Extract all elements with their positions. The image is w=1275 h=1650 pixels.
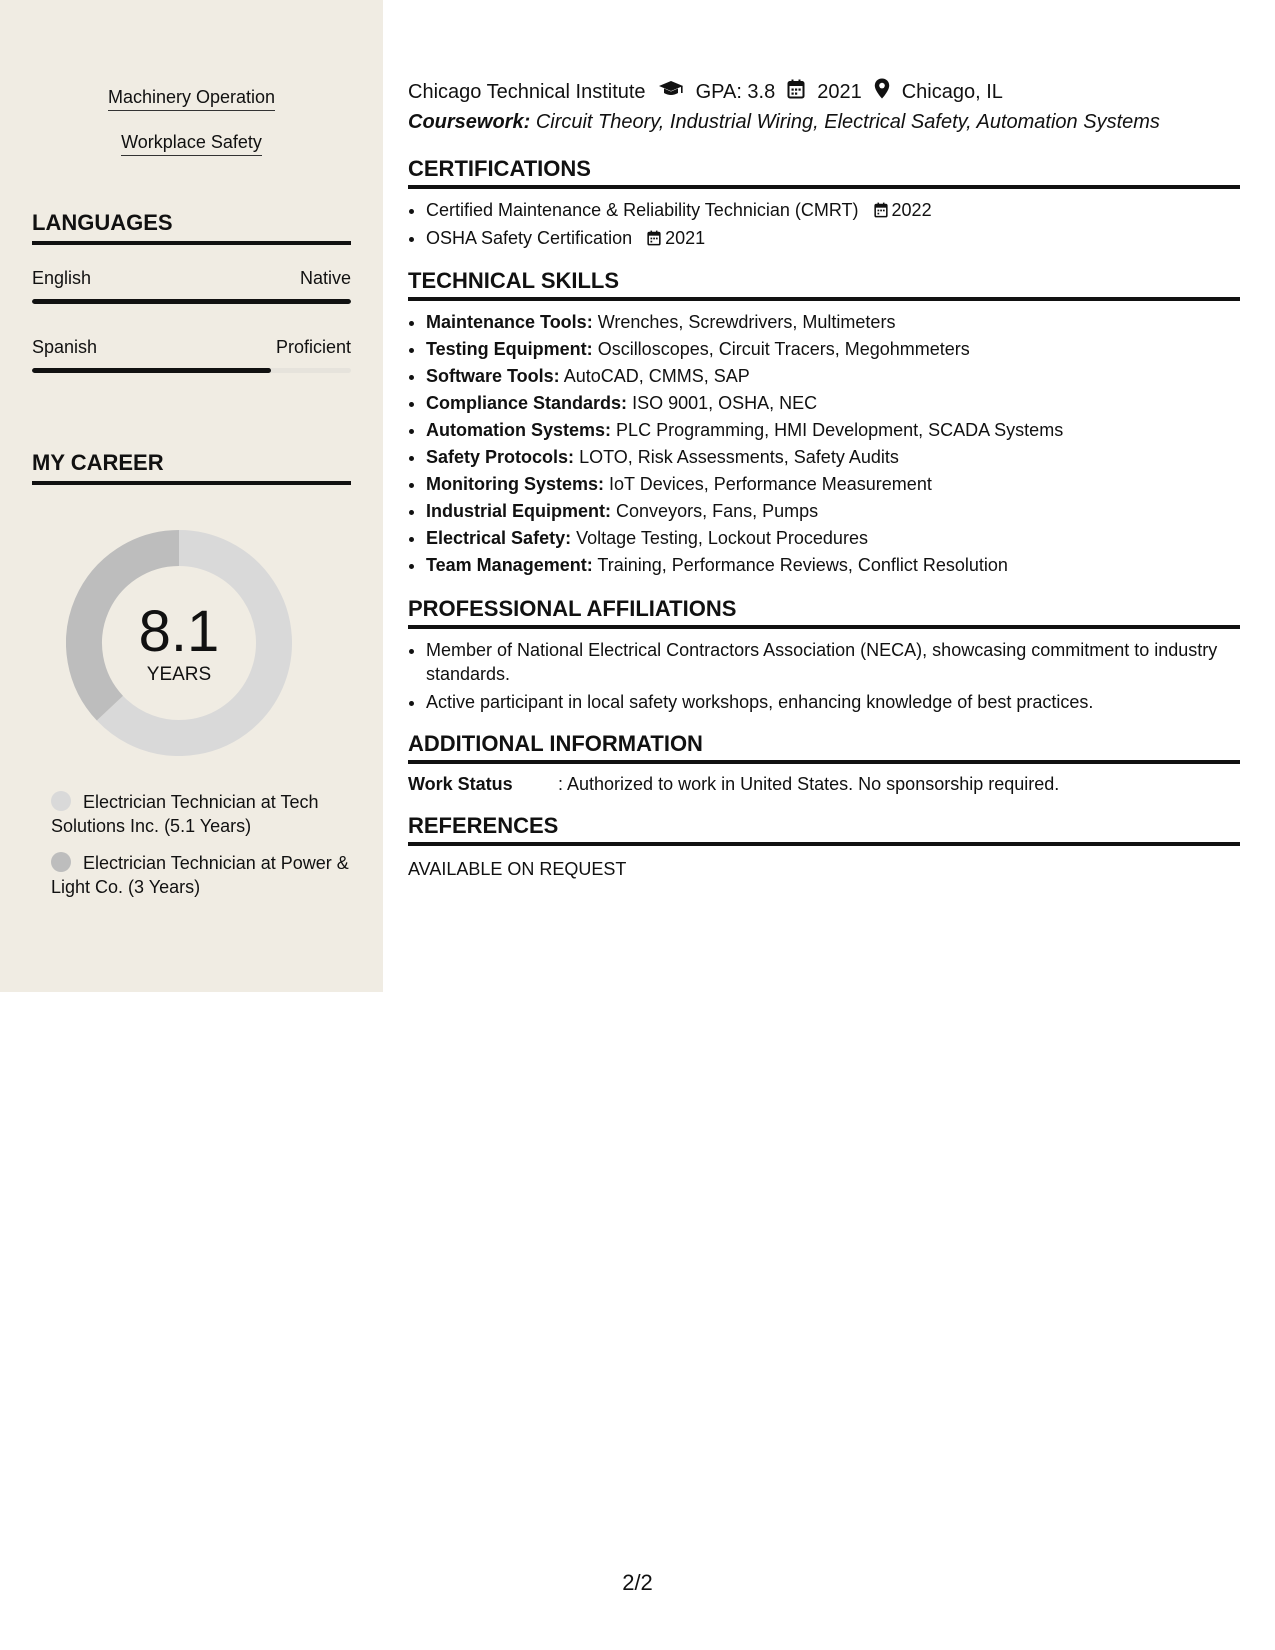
list-item	[426, 336, 1226, 363]
career-heading: MY CAREER	[32, 449, 351, 485]
skill-value: Wrenches, Screwdrivers, Multimeters	[597, 312, 896, 332]
legend-dot	[51, 852, 71, 872]
coursework-label: Coursework:	[408, 111, 531, 133]
work-status-value: : Authorized to work in United States. No sponsorship required.	[558, 774, 1060, 794]
language-spanish	[32, 336, 351, 373]
calendar-icon	[874, 202, 888, 218]
school-name: Chicago Technical Institute	[408, 81, 646, 103]
language-name: Spanish	[32, 337, 98, 357]
education-year: 2021	[817, 81, 862, 103]
list-item	[426, 417, 1226, 444]
skill-value: Conveyors, Fans, Pumps	[616, 501, 819, 521]
languages-heading: LANGUAGES	[32, 209, 351, 245]
list-item: • Active participant in local safety workshops, enhancing knowledge of best practices.	[426, 690, 1226, 714]
work-status	[408, 772, 1059, 796]
skill-label: Electrical Safety:	[426, 528, 572, 548]
education-location: Chicago, IL	[901, 81, 1003, 103]
technical-skills-heading: TECHNICAL SKILLS	[408, 267, 1240, 301]
language-level: Native	[299, 268, 351, 288]
career-legend-item	[51, 851, 351, 899]
skill-label: Automation Systems:	[426, 420, 612, 440]
certification-year: 2022	[891, 200, 932, 220]
skill-value: Voltage Testing, Lockout Procedures	[576, 528, 868, 548]
legend-dot	[51, 791, 71, 811]
list-item	[426, 309, 1226, 336]
language-bar	[32, 368, 351, 373]
technical-skills-list	[426, 309, 1226, 579]
list-item	[426, 390, 1226, 417]
skill-value: PLC Programming, HMI Development, SCADA Systems	[616, 420, 1064, 440]
skill-label: Monitoring Systems:	[426, 474, 605, 494]
list-item	[426, 471, 1226, 498]
affiliations-heading: PROFESSIONAL AFFILIATIONS	[408, 595, 1240, 629]
language-level: Proficient	[275, 337, 351, 357]
page-number: 2/2	[622, 1570, 653, 1595]
calendar-icon	[647, 230, 661, 246]
skill-label: Testing Equipment:	[426, 339, 593, 359]
legend-label: Electrician Technician at Tech Solutions Inc. (5.1 Years)	[51, 792, 319, 836]
language-bar-fill	[32, 368, 271, 373]
skill-label: Industrial Equipment:	[426, 501, 612, 521]
references-heading: REFERENCES	[408, 812, 1240, 846]
skill-value: IoT Devices, Performance Measurement	[609, 474, 932, 494]
gpa: GPA: 3.8	[695, 81, 776, 103]
references-text: AVAILABLE ON REQUEST	[408, 859, 627, 879]
skill-value: AutoCAD, CMMS, SAP	[563, 366, 750, 386]
certification-name: OSHA Safety Certification	[426, 228, 633, 248]
coursework-text: Circuit Theory, Industrial Wiring, Electrical Safety, Automation Systems	[535, 111, 1160, 133]
career-legend-item	[51, 790, 351, 838]
interest-item: Machinery Operation	[108, 86, 275, 111]
graduation-cap-icon	[658, 79, 684, 105]
list-item	[426, 552, 1226, 579]
list-item: • Member of National Electrical Contractors Association (NECA), showcasing commitment to industry standards.	[426, 638, 1226, 686]
certifications-heading: CERTIFICATIONS	[408, 155, 1240, 189]
list-item	[426, 226, 1226, 250]
language-bar-fill	[32, 299, 351, 304]
list-item	[426, 525, 1226, 552]
skill-value: LOTO, Risk Assessments, Safety Audits	[579, 447, 899, 467]
language-name: English	[32, 268, 92, 288]
skill-label: Maintenance Tools:	[426, 312, 593, 332]
certification-year: 2021	[665, 228, 706, 248]
skill-value: ISO 9001, OSHA, NEC	[632, 393, 818, 413]
sidebar	[0, 0, 383, 992]
list-item	[426, 198, 1226, 222]
coursework	[408, 109, 1160, 135]
interests-list	[0, 86, 383, 176]
skill-label: Safety Protocols:	[426, 447, 575, 467]
location-pin-icon	[874, 78, 890, 106]
additional-info-heading: ADDITIONAL INFORMATION	[408, 730, 1240, 764]
skill-label: Compliance Standards:	[426, 393, 628, 413]
skill-label: Software Tools:	[426, 366, 560, 386]
skill-value: Training, Performance Reviews, Conflict Resolution	[597, 555, 1008, 575]
calendar-icon	[787, 79, 805, 106]
language-english	[32, 267, 351, 304]
career-total: 8.1	[138, 599, 220, 664]
certifications-list	[426, 198, 1226, 250]
interest-item: Workplace Safety	[121, 131, 262, 156]
certification-name: Certified Maintenance & Reliability Technician (CMRT)	[426, 200, 859, 220]
language-bar	[32, 299, 351, 304]
career-donut	[66, 530, 292, 756]
list-item	[426, 363, 1226, 390]
list-item	[426, 498, 1226, 525]
skill-label: Team Management:	[426, 555, 593, 575]
education-line	[408, 78, 1003, 106]
work-status-label: Work Status	[408, 774, 513, 794]
affiliations-list	[426, 638, 1226, 714]
legend-label: Electrician Technician at Power & Light Co. (3 Years)	[51, 853, 349, 897]
career-unit: YEARS	[146, 664, 212, 685]
list-item	[426, 444, 1226, 471]
skill-value: Oscilloscopes, Circuit Tracers, Megohmmeters	[597, 339, 970, 359]
